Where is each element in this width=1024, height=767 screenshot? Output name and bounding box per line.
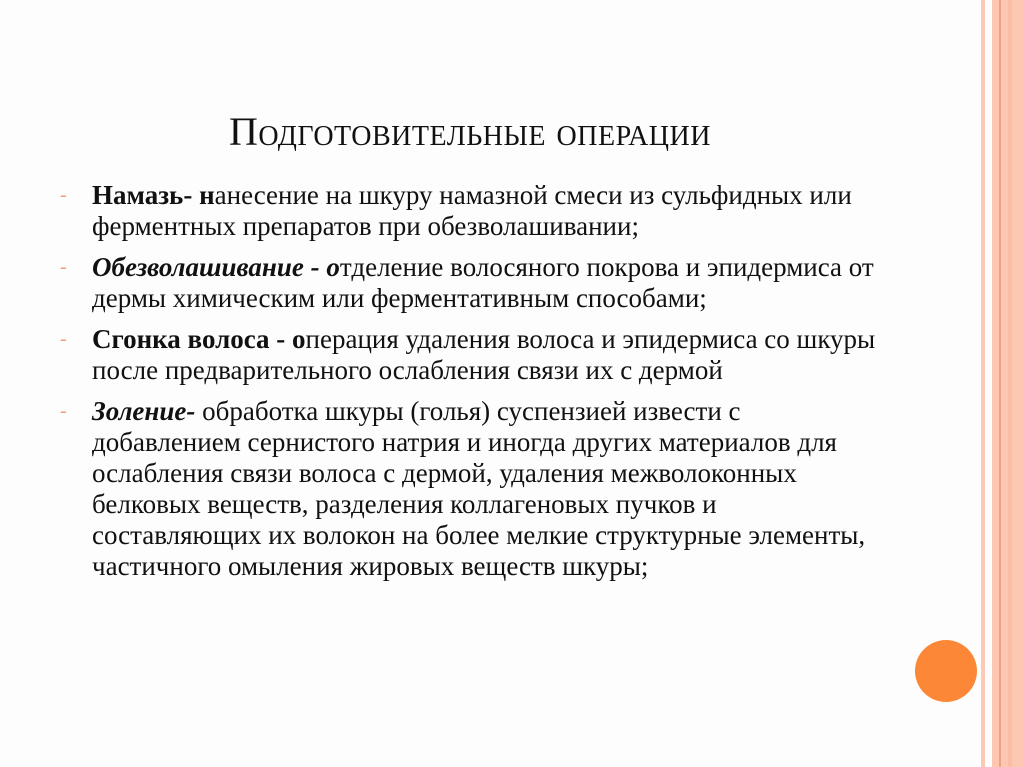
bullet-dash-icon: - <box>60 328 67 350</box>
term: Намазь- н <box>92 180 215 210</box>
definition: анесение на шкуру намазной смеси из сульфидных или ферментных препаратов при обезволашивании; <box>92 180 852 241</box>
list-item <box>60 252 880 314</box>
bullet-list <box>60 180 880 592</box>
definition: перация удаления волоса и эпидермиса со шкуры после предварительного ослабления связи их с дермой <box>92 324 876 385</box>
list-item <box>60 396 880 582</box>
term: Обезволашивание - о <box>92 252 340 282</box>
decorative-circle <box>915 640 977 702</box>
decorative-stripe-line <box>999 0 1001 767</box>
definition: обработка шкуры (голья) суспензией извести с добавлением сернистого натрия и иногда других материалов для ослабления связи волоса с дермой, удаления межволоконных белковых веществ, разделения коллагеновых пучков и составляющих их волокон на более мелкие структурные элементы, частичного омыления жировых веществ шкуры; <box>92 396 866 581</box>
term: Золение- <box>92 396 196 426</box>
list-item <box>60 180 880 242</box>
bullet-dash-icon: - <box>60 400 67 422</box>
term: Сгонка волоса - о <box>92 324 306 354</box>
bullet-dash-icon: - <box>60 256 67 278</box>
decorative-stripe <box>981 0 985 767</box>
slide-title: Подготовительные операции <box>229 109 711 154</box>
bullet-dash-icon: - <box>60 184 67 206</box>
decorative-stripe-line <box>1008 0 1012 767</box>
list-item <box>60 324 880 386</box>
definition: тделение волосяного покрова и эпидермиса от дермы химическим или ферментативным способами; <box>92 252 874 313</box>
